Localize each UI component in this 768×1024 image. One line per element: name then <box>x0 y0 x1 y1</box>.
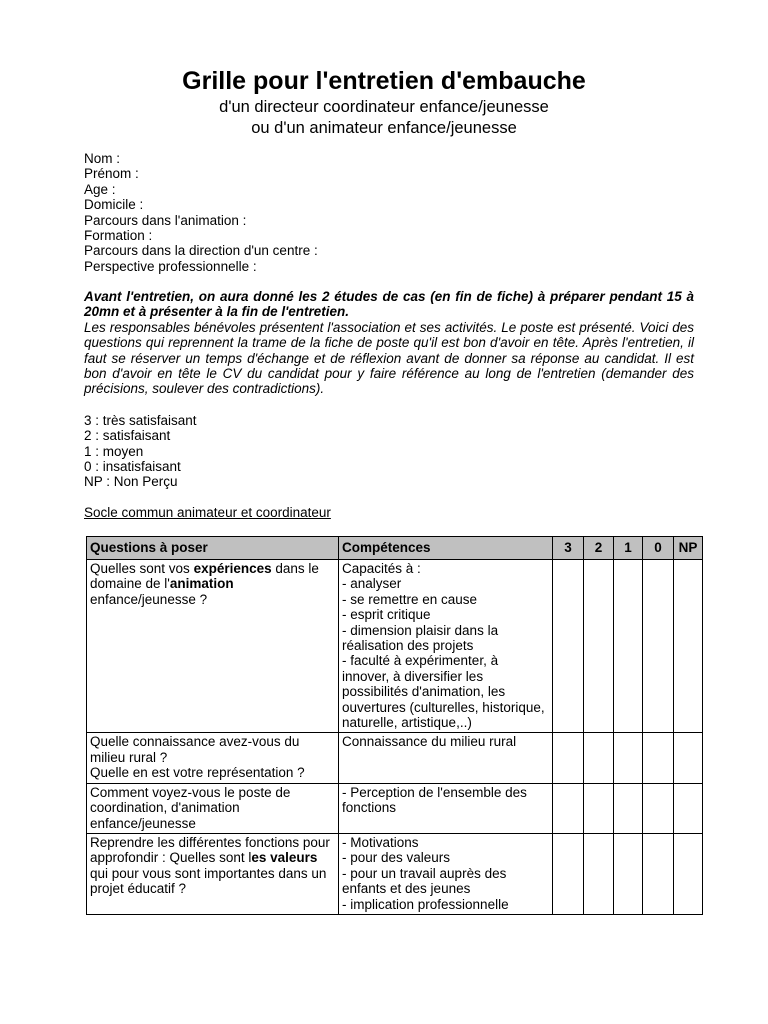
field-age: Age : <box>84 181 116 197</box>
score-cell-2[interactable] <box>584 833 614 914</box>
page-subtitle-2: ou d'un animateur enfance/jeunesse <box>251 119 517 137</box>
score-cell-3[interactable] <box>553 733 584 783</box>
table-header-row <box>87 537 703 560</box>
question-text: qui pour vous sont importantes dans un projet éducatif ? <box>90 865 327 897</box>
competence-item: - esprit critique <box>342 607 431 623</box>
intro-paragraph <box>84 289 694 397</box>
page-subtitle-1: d'un directeur coordinateur enfance/jeunesse <box>219 98 549 116</box>
question-keyword: animation <box>169 576 234 592</box>
header-score-0: 0 <box>643 537 674 560</box>
competences-cell <box>339 833 553 914</box>
score-cell-2[interactable] <box>584 783 614 833</box>
score-cell-np[interactable] <box>674 733 703 783</box>
competence-item: - implication professionnelle <box>342 896 509 912</box>
score-cell-1[interactable] <box>614 560 643 733</box>
header-score-3: 3 <box>553 537 584 560</box>
candidate-fields <box>84 151 694 274</box>
competence-item: - faculté à expérimenter, à innover, à diversifier les possibilités d'animation, les ouvertures (culturelles, historique, naturelle, artistique,..) <box>342 653 545 731</box>
score-cell-1[interactable] <box>614 733 643 783</box>
score-cell-3[interactable] <box>553 560 584 733</box>
section-title: Socle commun animateur et coordinateur <box>84 505 331 520</box>
question-cell <box>87 833 339 914</box>
table-row <box>87 833 703 914</box>
question-text: dans le domaine de l' <box>90 561 319 592</box>
question-cell <box>87 560 339 733</box>
header-questions: Questions à poser <box>87 537 339 560</box>
score-cell-0[interactable] <box>643 783 674 833</box>
scale-item-2: 2 : satisfaisant <box>84 428 171 444</box>
score-cell-0[interactable] <box>643 733 674 783</box>
competence-item: Capacités à : <box>342 561 421 576</box>
score-cell-np[interactable] <box>674 783 703 833</box>
competence-item: - Motivations <box>342 834 419 850</box>
score-cell-1[interactable] <box>614 833 643 914</box>
question-text: Comment voyez-vous le poste de coordination, d'animation enfance/jeunesse <box>90 784 291 831</box>
score-cell-1[interactable] <box>614 783 643 833</box>
score-cell-np[interactable] <box>674 560 703 733</box>
intro-body-text: Les responsables bénévoles présentent l'association et ses activités. Le poste est présenté. Voici des questions qui reprennent la trame de la fiche de poste qu'il est bon d'avoir en tête. Après l'entretien, il faut se réserver un temps d'échange et de réflexion avant de donner sa réponse au candidat. Il est bon d'avoir en tête le CV du candidat pour y faire référence au long de l'entretien (demander des précisions, soulever des contradictions). <box>84 319 694 397</box>
scale-item-3: 3 : très satisfaisant <box>84 413 197 428</box>
intro-bold-text: Avant l'entretien, on aura donné les 2 études de cas (en fin de fiche) à préparer pendant 15 à 20mn et à présenter à la fin de l'entretien. <box>84 289 694 320</box>
competence-item: - dimension plaisir dans la réalisation des projets <box>342 622 499 654</box>
field-perspective: Perspective professionnelle : <box>84 258 257 274</box>
scale-item-np: NP : Non Perçu <box>84 474 178 490</box>
table-row <box>87 783 703 833</box>
competences-cell <box>339 733 553 783</box>
field-parcours-animation: Parcours dans l'animation : <box>84 212 247 228</box>
interview-grid-table <box>86 536 703 915</box>
question-text: Quelle en est votre représentation ? <box>90 765 305 781</box>
field-formation: Formation : <box>84 228 153 244</box>
score-cell-0[interactable] <box>643 560 674 733</box>
score-cell-2[interactable] <box>584 733 614 783</box>
competence-item: Connaissance du milieu rural <box>342 734 517 750</box>
question-text: Quelle connaissance avez-vous du milieu rural ? <box>90 734 300 765</box>
score-cell-2[interactable] <box>584 560 614 733</box>
score-cell-3[interactable] <box>553 783 584 833</box>
question-text: Reprendre les différentes fonctions pour approfondir : Quelles sont l <box>90 834 330 866</box>
scale-item-0: 0 : insatisfaisant <box>84 458 181 474</box>
table-row <box>87 560 703 733</box>
question-text: Quelles sont vos <box>90 561 194 576</box>
table-row <box>87 733 703 783</box>
header-score-np: NP <box>674 537 703 560</box>
competence-item: - se remettre en cause <box>342 591 478 607</box>
competences-cell <box>339 560 553 733</box>
question-cell <box>87 783 339 833</box>
competences-cell <box>339 783 553 833</box>
question-cell <box>87 733 339 783</box>
field-parcours-direction: Parcours dans la direction d'un centre : <box>84 243 318 259</box>
competence-item: - pour un travail auprès des enfants et des jeunes <box>342 865 507 897</box>
competence-item: - analyser <box>342 576 402 592</box>
header-score-1: 1 <box>614 537 643 560</box>
field-domicile: Domicile : <box>84 197 144 213</box>
header-competences: Compétences <box>339 537 553 560</box>
rating-scale <box>84 413 484 489</box>
question-keyword: expériences <box>193 561 272 576</box>
score-cell-0[interactable] <box>643 833 674 914</box>
competence-item: - pour des valeurs <box>342 850 451 866</box>
field-prenom: Prénom : <box>84 166 139 182</box>
competence-item: - Perception de l'ensemble des fonctions <box>342 784 527 816</box>
score-cell-3[interactable] <box>553 833 584 914</box>
question-text: enfance/jeunesse ? <box>90 591 208 607</box>
scale-item-1: 1 : moyen <box>84 443 144 459</box>
page-title: Grille pour l'entretien d'embauche <box>182 67 586 95</box>
header-score-2: 2 <box>584 537 614 560</box>
question-keyword: es valeurs <box>251 850 318 866</box>
score-cell-np[interactable] <box>674 833 703 914</box>
field-nom: Nom : <box>84 151 121 166</box>
